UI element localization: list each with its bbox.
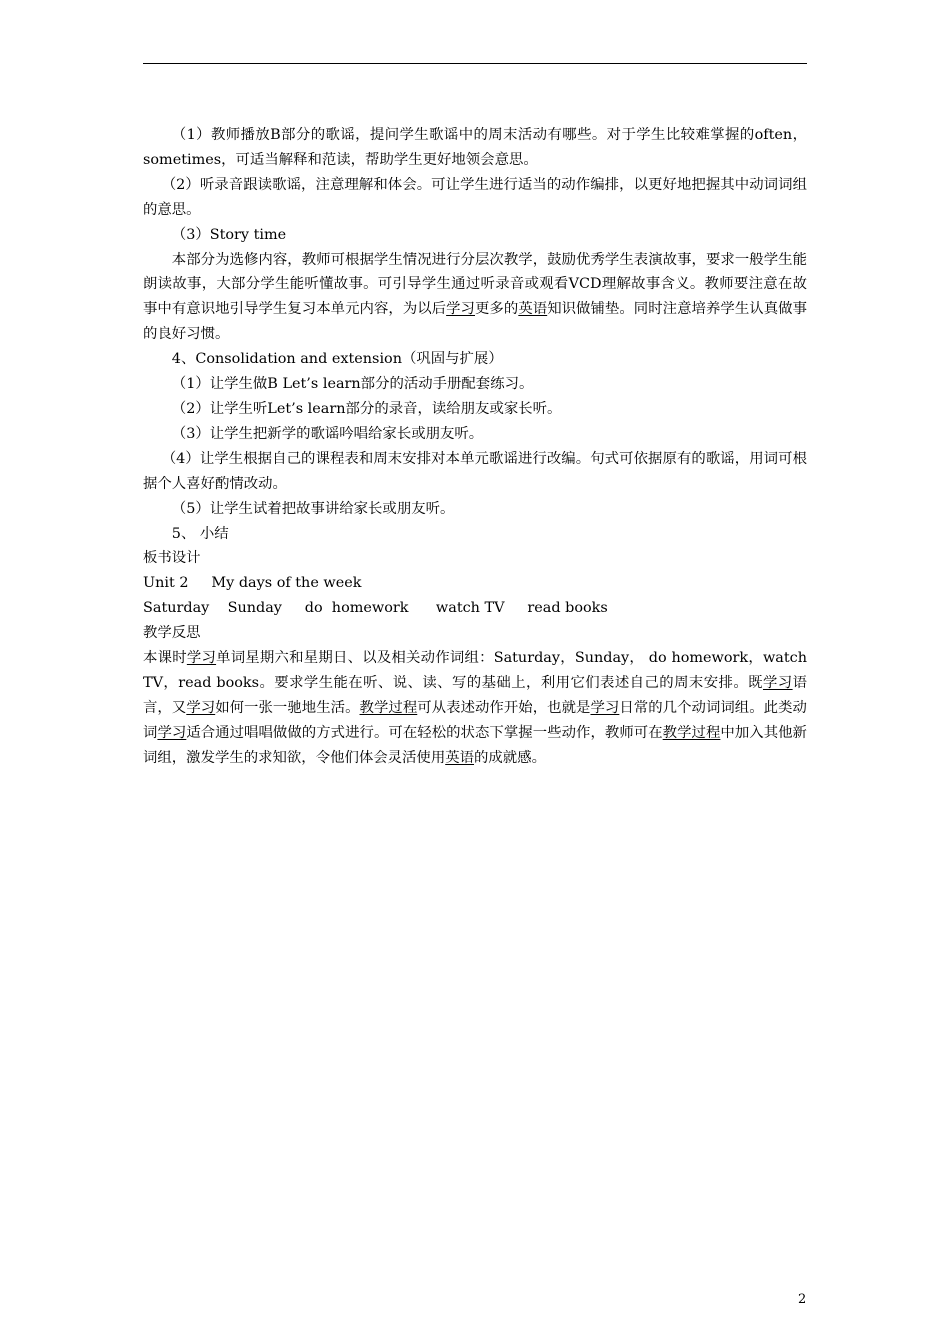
paragraph: （1）教师播放B部分的歌谣，提问学生歌谣中的周末活动有哪些。对于学生比较难掌握的often，sometimes，可适当解释和范读，帮助学生更好地领会意思。: [143, 127, 807, 168]
keyword-link[interactable]: 英语: [445, 749, 475, 766]
header-rule: [143, 63, 807, 64]
keyword-link[interactable]: 教学过程: [662, 724, 721, 741]
document-body: [143, 123, 807, 771]
keyword-link[interactable]: 学习: [157, 724, 187, 741]
paragraph: （4）让学生根据自己的课程表和周末安排对本单元歌谣进行改编。句式可依据原有的歌谣，用词可根据个人喜好酌情改动。: [143, 450, 807, 492]
keyword-link[interactable]: 教学过程: [359, 699, 418, 716]
paragraph: 本部分为选修内容，教师可根据学生情况进行分层次教学，鼓励优秀学生表演故事，要求一般学生能朗读故事，大部分学生能听懂故事。可引导学生通过听录音或观看VCD理解故事含义。教师要注意在故事中有意识地引导学生复习本单元内容，为以后学习更多的英语知识做铺垫。同时注意培养学生认真做事的良好习惯。: [143, 251, 807, 343]
keyword-link[interactable]: 学习: [186, 699, 216, 716]
reflection-heading: 教学反思: [143, 625, 201, 642]
paragraph: （1）让学生做B Let’s learn部分的活动手册配套练习。: [171, 376, 534, 393]
paragraph: （3）Story time: [171, 226, 287, 243]
keyword-link[interactable]: 英语: [518, 301, 548, 318]
paragraph: 5、 小结: [171, 525, 229, 542]
paragraph: 4、Consolidation and extension（巩固与扩展）: [171, 351, 503, 368]
page-number: 2: [798, 1292, 807, 1307]
paragraph: （2）听录音跟读歌谣，注意理解和体会。可让学生进行适当的动作编排，以更好地把握其中动词词组的意思。: [143, 176, 807, 218]
keyword-link[interactable]: 学习: [446, 301, 475, 318]
board-line: Saturday Sunday do homework watch TV read books: [143, 600, 608, 617]
keyword-link[interactable]: 学习: [186, 650, 217, 667]
keyword-link[interactable]: 学习: [590, 699, 620, 716]
paragraph: （2）让学生听Let’s learn部分的录音，读给朋友或家长听。: [171, 400, 562, 417]
paragraph: （3）让学生把新学的歌谣吟唱给家长或朋友听。: [171, 425, 484, 442]
keyword-link[interactable]: 学习: [762, 674, 793, 691]
reflection-paragraph: 本课时学习单词星期六和星期日、以及相关动作词组：Saturday，Sunday， do homework，watch TV，read books。要求学生能在听、说、读、写的基础上，利用它们表述自己的周末安排。既学习语言，又学习如何一张一驰地生活。教学过程可从表述动作开始，也就是学习日常的几个动词词组。此类动词学习适合通过唱唱做做的方式进行。可在轻松的状态下掌握一些动作，教师可在教学过程中加入其他新词组，激发学生的求知欲，令他们体会灵活使用英语的成就感。: [143, 650, 807, 766]
board-line: Unit 2 My days of the week: [143, 575, 362, 592]
board-heading: 板书设计: [143, 550, 201, 567]
paragraph: （5）让学生试着把故事讲给家长或朋友听。: [171, 500, 455, 517]
